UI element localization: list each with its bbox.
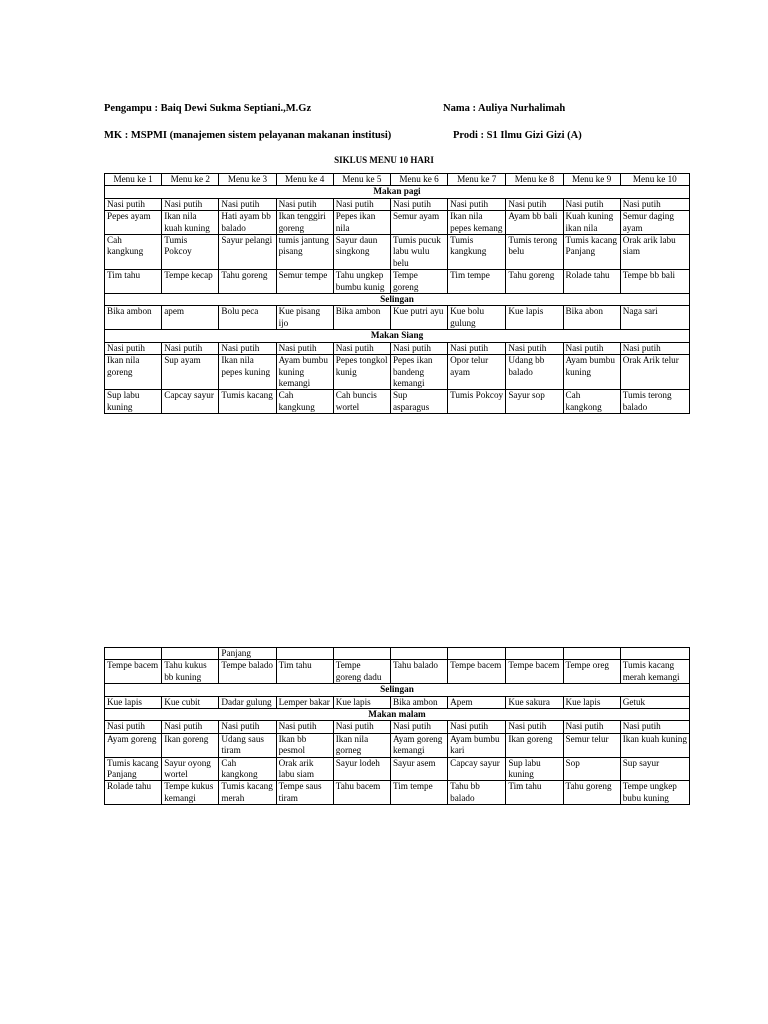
column-header: Menu ke 10: [620, 174, 689, 186]
table-cell: [506, 648, 563, 660]
table-cell: Tim tahu: [276, 660, 333, 684]
table-cell: Kue lapis: [563, 696, 620, 708]
section-header: Makan Siang: [105, 330, 690, 342]
table-cell: Udang bb balado: [506, 355, 563, 390]
table-cell: Orak Arik telur: [620, 355, 689, 390]
table-cell: Semur daging ayam: [620, 211, 689, 235]
table-cell: Semur tempe: [276, 270, 333, 294]
table-cell: Tempe kukus kemangi: [162, 781, 219, 805]
table-cell: Tempe bacem: [506, 660, 563, 684]
table-cell: Tempe bb bali: [620, 270, 689, 294]
section-header: Selingan: [105, 294, 690, 306]
table-cell: apem: [162, 306, 219, 330]
table-cell: [333, 648, 390, 660]
table-cell: Tumis kacang: [219, 390, 276, 414]
table-cell: Sup labu kuning: [506, 757, 563, 781]
table-cell: Nasi putih: [506, 198, 563, 210]
table-cell: Tempe saus tiram: [276, 781, 333, 805]
table-cell: Ayam goreng: [105, 733, 162, 757]
table-cell: Ayam bb bali: [506, 211, 563, 235]
course-label: MK : MSPMI (manajemen sistem pelayanan makanan institusi): [104, 130, 392, 141]
table-row: [105, 648, 690, 660]
table-row: [105, 270, 690, 294]
table-cell: Ikan bb pesmol: [276, 733, 333, 757]
table-cell: Nasi putih: [333, 721, 390, 733]
table-row: [105, 355, 690, 390]
section-header: Selingan: [105, 684, 690, 696]
column-header: Menu ke 8: [506, 174, 563, 186]
table-row: [105, 198, 690, 210]
table-cell: Kue lapis: [333, 696, 390, 708]
table-cell: Tahu balado: [390, 660, 447, 684]
table-row: [105, 211, 690, 235]
table-cell: [448, 648, 506, 660]
table-cell: Rolade tahu: [563, 270, 620, 294]
table-cell: Ikan nila pepes kuning: [219, 355, 276, 390]
table-cell: Udang saus tiram: [219, 733, 276, 757]
table-cell: Dadar gulung: [219, 696, 276, 708]
section-header-row: [105, 684, 690, 696]
table-cell: Rolade tahu: [105, 781, 162, 805]
table-cell: Bolu peca: [219, 306, 276, 330]
table-cell: Cah kangkung: [276, 390, 333, 414]
table-cell: Kue pisang ijo: [276, 306, 333, 330]
table-cell: Sup asparagus: [390, 390, 447, 414]
table-cell: Nasi putih: [333, 342, 390, 354]
table-cell: Nasi putih: [276, 721, 333, 733]
table-cell: Sayur daun singkong: [333, 235, 390, 270]
menu-cycle-table-part-2: [104, 647, 690, 805]
table-cell: [105, 648, 162, 660]
table-cell: Tahu goreng: [219, 270, 276, 294]
column-header: Menu ke 5: [333, 174, 390, 186]
column-header: Menu ke 9: [563, 174, 620, 186]
table-cell: [390, 648, 447, 660]
table-cell: Sayur lodeh: [333, 757, 390, 781]
table-cell: Kue lapis: [105, 696, 162, 708]
table-cell: Nasi putih: [276, 198, 333, 210]
table-cell: Nasi putih: [563, 342, 620, 354]
table-cell: Nasi putih: [506, 721, 563, 733]
lecturer-label: Pengampu : Baiq Dewi Sukma Septiani.,M.Gz: [104, 103, 312, 114]
table-cell: tumis jantung pisang: [276, 235, 333, 270]
table-cell: [620, 648, 689, 660]
table-cell: Nasi putih: [620, 721, 689, 733]
table-cell: Pepes tongkol kunig: [333, 355, 390, 390]
table-cell: Cah kangkong: [563, 390, 620, 414]
table-cell: Nasi putih: [448, 198, 506, 210]
table-cell: Nasi putih: [620, 342, 689, 354]
table-cell: Semur ayam: [390, 211, 447, 235]
table-cell: Kue lapis: [506, 306, 563, 330]
table-cell: Tempe kecap: [162, 270, 219, 294]
table-cell: Nasi putih: [219, 342, 276, 354]
table-cell: Hati ayam bb balado: [219, 211, 276, 235]
table-cell: Ayam bumbu kuning kemangi: [276, 355, 333, 390]
table-cell: Sup ayam: [162, 355, 219, 390]
table-cell: Tumis Pokcoy: [162, 235, 219, 270]
table-cell: Nasi putih: [105, 721, 162, 733]
table-cell: Orak arik labu siam: [276, 757, 333, 781]
table-cell: Kue sakura: [506, 696, 563, 708]
table-cell: Capcay sayur: [448, 757, 506, 781]
table-cell: Nasi putih: [162, 342, 219, 354]
table-cell: Tumis terong belu: [506, 235, 563, 270]
table-cell: Tempe balado: [219, 660, 276, 684]
table-cell: Sup sayur: [620, 757, 689, 781]
table-cell: Bika ambon: [333, 306, 390, 330]
table-cell: Ayam goreng kemangi: [390, 733, 447, 757]
table-cell: Tempe goreng dadu: [333, 660, 390, 684]
table-cell: Nasi putih: [448, 721, 506, 733]
table-cell: Ikan tenggiri goreng: [276, 211, 333, 235]
table-cell: Nasi putih: [563, 198, 620, 210]
table-cell: Nasi putih: [162, 198, 219, 210]
table-cell: Bika abon: [563, 306, 620, 330]
table-cell: Tim tempe: [448, 270, 506, 294]
table-cell: Tim tahu: [506, 781, 563, 805]
table-cell: Tim tahu: [105, 270, 162, 294]
table-row: [105, 757, 690, 781]
table-cell: Tumis pucuk labu wulu belu: [390, 235, 447, 270]
table-cell: Nasi putih: [219, 721, 276, 733]
table-cell: Getuk: [620, 696, 689, 708]
table-cell: Tempe oreg: [563, 660, 620, 684]
student-name-label: Nama : Auliya Nurhalimah: [443, 103, 566, 114]
table-cell: Tumis kangkung: [448, 235, 506, 270]
table-cell: Sayur oyong wortel: [162, 757, 219, 781]
table-cell: Sayur pelangi: [219, 235, 276, 270]
table-cell: Lemper bakar: [276, 696, 333, 708]
table-cell: Ikan nila gorneg: [333, 733, 390, 757]
menu-cycle-table-part-1: [104, 173, 690, 414]
table-cell: Nasi putih: [448, 342, 506, 354]
table-cell: Cah kangkung: [105, 235, 162, 270]
table-cell: Bika ambon: [390, 696, 447, 708]
table-cell: Tumis terong balado: [620, 390, 689, 414]
table-cell: Kuah kuning ikan nila: [563, 211, 620, 235]
table-cell: Ikan goreng: [506, 733, 563, 757]
table-cell: Tumis kacang merah kemangi: [620, 660, 689, 684]
column-header: Menu ke 7: [448, 174, 506, 186]
table-cell: Nasi putih: [390, 721, 447, 733]
table-row: [105, 781, 690, 805]
table-cell: Sayur asem: [390, 757, 447, 781]
table-cell: Tahu ungkep bumbu kunig: [333, 270, 390, 294]
table-cell: Tahu goreng: [563, 781, 620, 805]
table-cell: Tumis kacang Panjang: [563, 235, 620, 270]
table-cell: Ikan nila pepes kemang: [448, 211, 506, 235]
table-cell: Nasi putih: [563, 721, 620, 733]
table-cell: Tahu bb balado: [448, 781, 506, 805]
table-cell: Panjang: [219, 648, 276, 660]
table-cell: Tempe bacem: [105, 660, 162, 684]
table-cell: Tumis Pokcoy: [448, 390, 506, 414]
table-cell: Tempe bacem: [448, 660, 506, 684]
section-header-row: [105, 330, 690, 342]
table-cell: Nasi putih: [620, 198, 689, 210]
table-cell: Nasi putih: [219, 198, 276, 210]
study-program-label: Prodi : S1 Ilmu Gizi Gizi (A): [453, 130, 582, 141]
table-cell: Kue cubit: [162, 696, 219, 708]
table-row: [105, 660, 690, 684]
column-header: Menu ke 4: [276, 174, 333, 186]
table-cell: Tumis kacang merah: [219, 781, 276, 805]
table-row: [105, 390, 690, 414]
table-cell: Ikan goreng: [162, 733, 219, 757]
column-header: Menu ke 1: [105, 174, 162, 186]
section-header-row: [105, 294, 690, 306]
table-cell: Sayur sop: [506, 390, 563, 414]
table-cell: Pepes ikan nila: [333, 211, 390, 235]
table-cell: Ayam bumbu kuning: [563, 355, 620, 390]
table-cell: Opor telur ayam: [448, 355, 506, 390]
table-cell: Naga sari: [620, 306, 689, 330]
section-header: Makan pagi: [105, 186, 690, 198]
table-cell: Cah buncis wortel: [333, 390, 390, 414]
table-row: [105, 721, 690, 733]
column-header: Menu ke 6: [390, 174, 447, 186]
table-cell: Kue bolu gulung: [448, 306, 506, 330]
table-cell: Ikan nila kuah kuning: [162, 211, 219, 235]
table-cell: Ikan nila goreng: [105, 355, 162, 390]
table-cell: Tim tempe: [390, 781, 447, 805]
table-cell: Pepes ayam: [105, 211, 162, 235]
column-header: Menu ke 2: [162, 174, 219, 186]
table-cell: Semur telur: [563, 733, 620, 757]
table-cell: Capcay sayur: [162, 390, 219, 414]
column-header: Menu ke 3: [219, 174, 276, 186]
table-cell: Tahu bacem: [333, 781, 390, 805]
table-cell: Tempe goreng: [390, 270, 447, 294]
section-header: Makan malam: [105, 709, 690, 721]
table-cell: Tempe ungkep bubu kuning: [620, 781, 689, 805]
table-cell: [276, 648, 333, 660]
table-cell: Tahu goreng: [506, 270, 563, 294]
table-cell: Apem: [448, 696, 506, 708]
table-row: [105, 696, 690, 708]
table-cell: Bika ambon: [105, 306, 162, 330]
table-cell: Nasi putih: [506, 342, 563, 354]
table-cell: Nasi putih: [105, 198, 162, 210]
table-cell: [563, 648, 620, 660]
table-header-row: [105, 174, 690, 186]
table-row: [105, 306, 690, 330]
table-cell: Tumis kacang Panjang: [105, 757, 162, 781]
table-cell: Nasi putih: [390, 198, 447, 210]
table-cell: Sop: [563, 757, 620, 781]
table-cell: Nasi putih: [333, 198, 390, 210]
table-cell: [162, 648, 219, 660]
table-cell: Nasi putih: [390, 342, 447, 354]
table-cell: Pepes ikan bandeng kemangi: [390, 355, 447, 390]
section-header-row: [105, 186, 690, 198]
table-cell: Nasi putih: [105, 342, 162, 354]
table-cell: Orak arik labu siam: [620, 235, 689, 270]
table-cell: Ikan kuah kuning: [620, 733, 689, 757]
table-cell: Tahu kukus bb kuning: [162, 660, 219, 684]
section-header-row: [105, 709, 690, 721]
table-row: [105, 733, 690, 757]
table-cell: Kue putri ayu: [390, 306, 447, 330]
table-row: [105, 235, 690, 270]
table-cell: Nasi putih: [276, 342, 333, 354]
table-cell: Cah kangkong: [219, 757, 276, 781]
table-cell: Nasi putih: [162, 721, 219, 733]
table-cell: Sup labu kuning: [105, 390, 162, 414]
table-cell: Ayam bumbu kari: [448, 733, 506, 757]
page-title: SIKLUS MENU 10 HARI: [334, 155, 434, 165]
table-row: [105, 342, 690, 354]
